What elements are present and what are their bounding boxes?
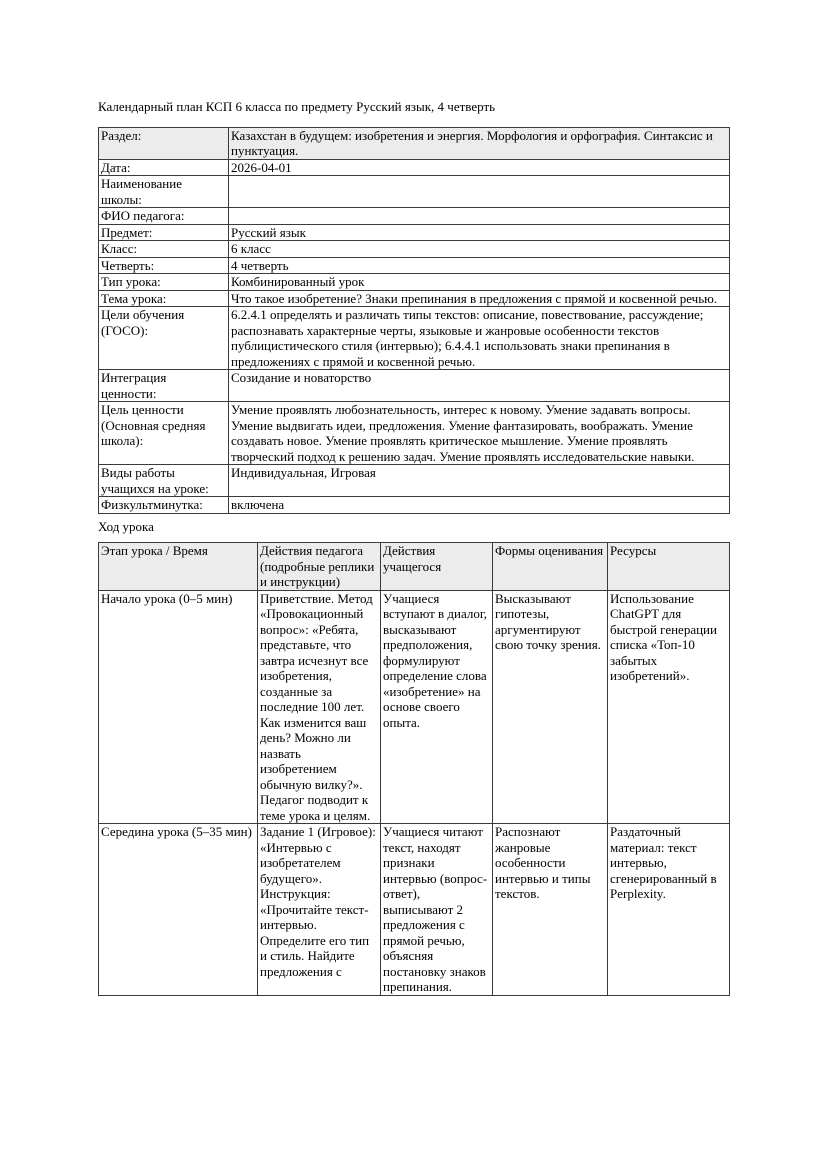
- info-row-quarter: [99, 257, 730, 274]
- info-value: Русский язык: [229, 224, 730, 241]
- info-label: ФИО педагога:: [99, 208, 229, 225]
- info-value: Созидание и новаторство: [229, 370, 730, 402]
- info-value: Индивидуальная, Игровая: [229, 465, 730, 497]
- info-value: 6 класс: [229, 241, 730, 258]
- assessment-cell: Высказывают гипотезы, аргументируют свою точку зрения.: [493, 590, 608, 824]
- info-row-razdel: [99, 127, 730, 159]
- info-row-lesson-type: [99, 274, 730, 291]
- info-row-goals: [99, 307, 730, 370]
- info-label: Четверть:: [99, 257, 229, 274]
- info-value: Умение проявлять любознательность, интерес к новому. Умение задавать вопросы. Умение выдвигать идеи, предложения. Умение фантазировать, воображать. Умение создавать новое. Умение проявлять критическое мышление. Умение проявлять творческий подход к решению задач. Умение проявлять исследовательские навыки.: [229, 402, 730, 465]
- info-label: Виды работы учащихся на уроке:: [99, 465, 229, 497]
- info-row-values-integration: [99, 370, 730, 402]
- info-label: Физкультминутка:: [99, 497, 229, 514]
- info-row-work-types: [99, 465, 730, 497]
- info-row-class: [99, 241, 730, 258]
- col-header-resources: Ресурсы: [608, 543, 730, 591]
- section-heading: Ход урока: [98, 518, 154, 534]
- info-label: Класс:: [99, 241, 229, 258]
- info-row-school: [99, 176, 730, 208]
- resources-cell: Раздаточный материал: текст интервью, сгенерированный в Perplexity.: [608, 824, 730, 996]
- info-label: Тема урока:: [99, 290, 229, 307]
- lesson-row-start: [99, 590, 730, 824]
- page-title: Календарный план КСП 6 класса по предмету Русский язык, 4 четверть: [98, 99, 496, 114]
- info-value: [229, 176, 730, 208]
- col-header-student-actions: Действия учащегося: [381, 543, 493, 591]
- stage-cell: Середина урока (5–35 мин): [99, 824, 258, 996]
- info-label: Дата:: [99, 159, 229, 176]
- col-header-assessment: Формы оценивания: [493, 543, 608, 591]
- student-actions-cell: Учащиеся читают текст, находят признаки интервью (вопрос-ответ), выписывают 2 предложения с прямой речью, объясняя постановку знаков препинания.: [381, 824, 493, 996]
- info-value: включена: [229, 497, 730, 514]
- info-label: Предмет:: [99, 224, 229, 241]
- teacher-actions-cell: Задание 1 (Игровое): «Интервью с изобретателем будущего». Инструкция: «Прочитайте текст-интервью. Определите его тип и стиль. Найдите предложения с: [258, 824, 381, 996]
- document-page: [98, 99, 729, 996]
- student-actions-cell: Учащиеся вступают в диалог, высказывают предположения, формулируют определение слова «изобретение» на основе своего опыта.: [381, 590, 493, 824]
- lesson-row-middle: [99, 824, 730, 996]
- info-row-teacher-name: [99, 208, 730, 225]
- col-header-stage: Этап урока / Время: [99, 543, 258, 591]
- info-label: Раздел:: [99, 127, 229, 159]
- info-label: Тип урока:: [99, 274, 229, 291]
- teacher-actions-cell: Приветствие. Метод «Провокационный вопрос»: «Ребята, представьте, что завтра исчезнут все изобретения, созданные за последние 100 лет. Как изменится ваш день? Можно ли назвать изобретением обычную вилку?». Педагог подводит к теме урока и целям.: [258, 590, 381, 824]
- info-label: Цель ценности (Основная средняя школа):: [99, 402, 229, 465]
- info-value: Что такое изобретение? Знаки препинания в предложения с прямой и косвенной речью.: [229, 290, 730, 307]
- stage-cell: Начало урока (0–5 мин): [99, 590, 258, 824]
- col-header-teacher-actions: Действия педагога (подробные реплики и инструкции): [258, 543, 381, 591]
- info-value: Казахстан в будущем: изобретения и энергия. Морфология и орфография. Синтаксис и пунктуация.: [229, 127, 730, 159]
- info-value: [229, 208, 730, 225]
- lesson-plan-table: [98, 542, 730, 996]
- info-table: [98, 127, 730, 514]
- lesson-table-header-row: [99, 543, 730, 591]
- info-value: Комбинированный урок: [229, 274, 730, 291]
- info-value: 6.2.4.1 определять и различать типы текстов: описание, повествование, рассуждение; распознавать характерные черты, языковые и жанровые особенности текстов публицистического стиля (интервью); 6.4.4.1 использовать знаки препинания в предложениях с прямой и косвенной речью.: [229, 307, 730, 370]
- info-row-data: [99, 159, 730, 176]
- info-label: Наименование школы:: [99, 176, 229, 208]
- info-row-value-goal: [99, 402, 730, 465]
- info-row-lesson-topic: [99, 290, 730, 307]
- resources-cell: Использование ChatGPT для быстрой генерации списка «Топ-10 забытых изобретений».: [608, 590, 730, 824]
- info-value: 2026-04-01: [229, 159, 730, 176]
- info-row-physical-minute: [99, 497, 730, 514]
- info-label: Цели обучения (ГОСО):: [99, 307, 229, 370]
- info-value: 4 четверть: [229, 257, 730, 274]
- assessment-cell: Распознают жанровые особенности интервью и типы текстов.: [493, 824, 608, 996]
- info-label: Интеграция ценности:: [99, 370, 229, 402]
- info-row-subject: [99, 224, 730, 241]
